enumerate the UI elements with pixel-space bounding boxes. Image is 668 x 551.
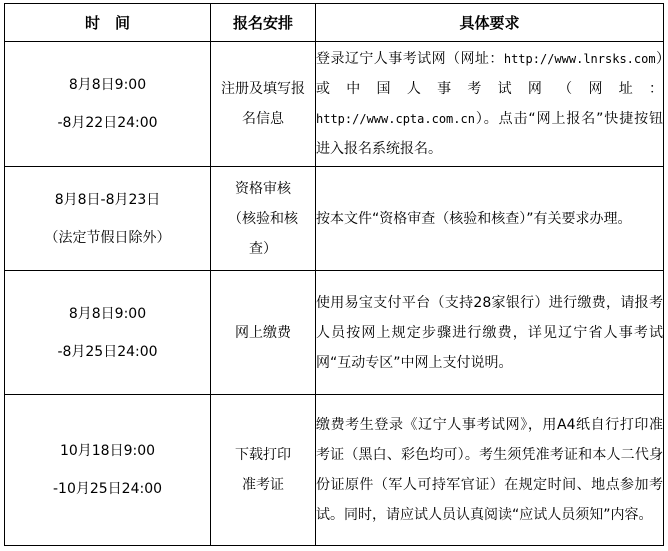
header-requirement: 具体要求 — [316, 4, 664, 42]
time-cell — [5, 271, 211, 395]
arrangement-line: 查） — [249, 240, 277, 257]
table-row — [5, 395, 664, 546]
time-end: -8月25日24:00 — [57, 343, 158, 360]
requirement-text: ）。点击“网上报名”快捷按钮进入报名系统报名。 — [316, 111, 663, 157]
header-arrangement: 报名安排 — [211, 4, 316, 42]
arrangement-line: 名信息 — [242, 111, 284, 127]
header-row — [5, 4, 664, 42]
arrangement-line: 下载打印 — [235, 447, 291, 463]
arrangement-line: 网上缴费 — [235, 324, 291, 341]
requirement-cell — [316, 395, 664, 546]
arrangement-line: （核验和核 — [228, 210, 298, 227]
arrangement-cell — [211, 167, 316, 271]
arrangement-line: 资格审核 — [235, 180, 291, 197]
time-note: （法定节假日除外） — [44, 229, 171, 246]
arrangement-cell — [211, 42, 316, 167]
requirement-text: 缴费考生登录《辽宁人事考试网》，用A4纸自行打印准考证（黑白、彩色均可）。考生须凭准考证和本人二代身份证原件（军人可持军官证）在规定时间、地点参加考试。同时，请应试人员认真阅读“应试人员须知”内容。 — [316, 417, 663, 523]
url-lnrsks: http://www.lnrsks.com — [503, 52, 656, 66]
schedule-table — [4, 3, 664, 546]
url-cpta: http://www.cpta.com.cn — [316, 112, 475, 126]
table-row — [5, 167, 664, 271]
time-cell — [5, 167, 211, 271]
time-cell — [5, 42, 211, 167]
arrangement-line: 准考证 — [242, 477, 284, 493]
arrangement-cell — [211, 395, 316, 546]
arrangement-cell — [211, 271, 316, 395]
table-row — [5, 42, 664, 167]
table-row — [5, 271, 664, 395]
header-time: 时 间 — [5, 4, 211, 42]
requirement-cell — [316, 167, 664, 271]
time-end: -8月22日24:00 — [57, 115, 158, 131]
time-range: 8月8日-8月23日 — [54, 191, 161, 208]
time-end: -10月25日24:00 — [52, 481, 163, 497]
time-cell — [5, 395, 211, 546]
requirement-cell — [316, 42, 664, 167]
time-start: 8月8日9:00 — [68, 77, 147, 93]
arrangement-line: 注册及填写报 — [221, 81, 305, 97]
time-start: 8月8日9:00 — [68, 305, 147, 322]
requirement-text: 使用易宝支付平台（支持28家银行）进行缴费，请报考人员按网上规定步骤进行缴费，详见辽宁省人事考试网“互动专区”中网上支付说明。 — [316, 294, 663, 371]
time-start: 10月18日9:00 — [59, 443, 156, 459]
requirement-text: 登录辽宁人事考试网（网址： — [316, 51, 504, 67]
requirement-text: ）或中国人事考试网（网址： — [316, 51, 664, 97]
requirement-text: 按本文件“资格审查（核验和核查）”有关要求办理。 — [316, 210, 632, 227]
requirement-cell — [316, 271, 664, 395]
